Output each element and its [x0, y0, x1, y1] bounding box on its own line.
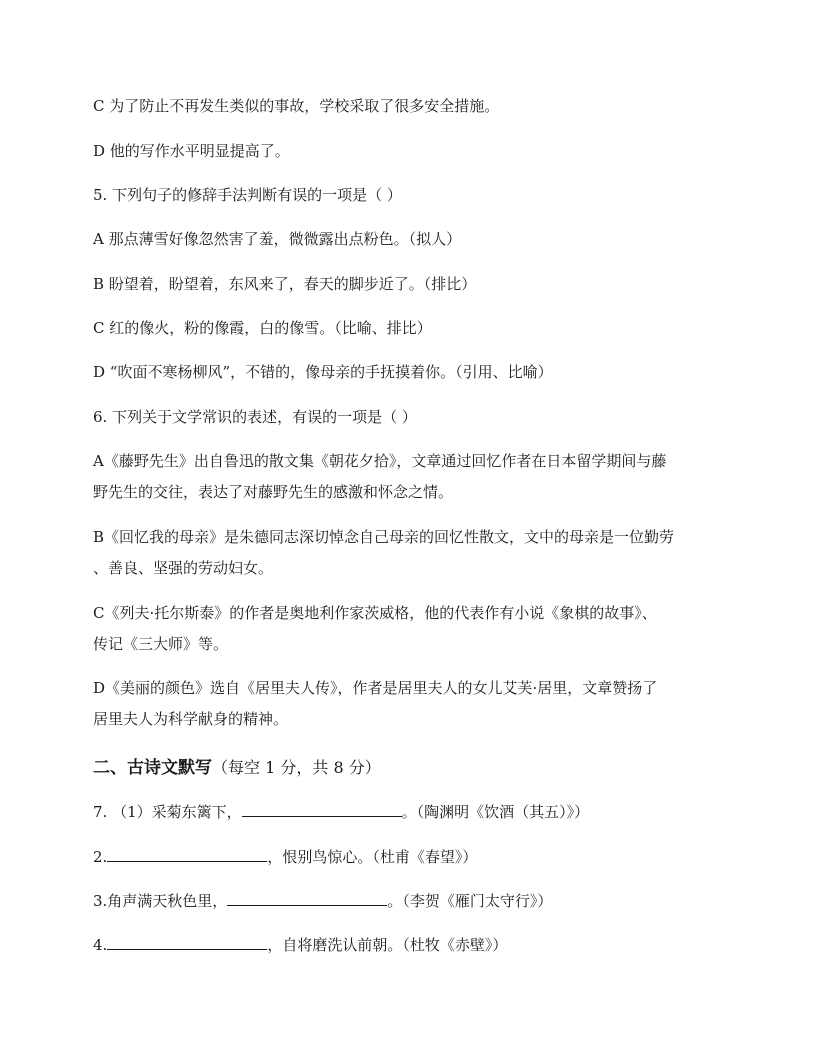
- q6-option-a-line1: A《藤野先生》出自鲁迅的散文集《朝花夕拾》，文章通过回忆作者在日本留学期间与藤: [93, 452, 667, 470]
- section-2-score-note: （每空 1 分，共 8 分）: [212, 758, 381, 777]
- q7-item-1-suffix: 。（陶渊明《饮酒（其五）》）: [401, 803, 590, 821]
- q4-option-d: D 他的写作水平明显提高了。: [93, 142, 290, 160]
- q6-option-d-line2: 居里夫人为科学献身的精神。: [93, 710, 289, 728]
- q6-option-a-line2: 野先生的交往，表达了对藤野先生的感激和怀念之情。: [93, 483, 454, 501]
- q5-stem: 5. 下列句子的修辞手法判断有误的一项是（ ）: [93, 186, 402, 204]
- q7-item-4: [93, 935, 507, 955]
- section-2-heading: [93, 753, 381, 778]
- q6-option-b-line2: 、善良、坚强的劳动妇女。: [93, 559, 274, 577]
- q7-item-2-blank[interactable]: [107, 847, 267, 862]
- q7-item-1-prefix: 7. （1）采菊东篱下，: [93, 803, 242, 821]
- q6-stem: 6. 下列关于文学常识的表述，有误的一项是（ ）: [93, 408, 417, 426]
- q7-item-3: [93, 891, 552, 911]
- q6-option-d-line1: D《美丽的颜色》选自《居里夫人传》，作者是居里夫人的女儿艾芙·居里，文章赞扬了: [93, 679, 658, 697]
- q7-item-3-prefix: 3.角声满天秋色里，: [93, 892, 228, 910]
- q5-option-c: C 红的像火，粉的像霞，白的像雪。（比喻、排比）: [93, 319, 432, 337]
- q4-option-c: C 为了防止不再发生类似的事故，学校采取了很多安全措施。: [93, 97, 500, 115]
- q7-item-3-blank[interactable]: [227, 891, 387, 906]
- q7-item-3-suffix: 。（李贺《雁门太守行》）: [387, 892, 553, 910]
- q7-item-2-prefix: 2.: [93, 848, 108, 866]
- q6-option-c-line2: 传记《三大师》等。: [93, 635, 229, 653]
- q7-item-4-suffix: ，自将磨洗认前朝。（杜牧《赤壁》）: [267, 936, 508, 954]
- q7-item-2: [93, 847, 477, 867]
- q6-option-b-line1: B《回忆我的母亲》是朱德同志深切悼念自己母亲的回忆性散文，文中的母亲是一位勤劳: [93, 528, 675, 546]
- section-2-title: 二、古诗文默写: [93, 758, 212, 778]
- q7-item-2-suffix: ，恨别鸟惊心。（杜甫《春望》）: [267, 848, 478, 866]
- q7-item-4-prefix: 4.: [93, 936, 108, 954]
- q5-option-b: B 盼望着，盼望着，东风来了，春天的脚步近了。（排比）: [93, 275, 477, 293]
- q5-option-a: A 那点薄雪好像忽然害了羞，微微露出点粉色。（拟人）: [93, 230, 462, 248]
- q7-item-4-blank[interactable]: [107, 935, 267, 950]
- q7-item-1-blank[interactable]: [242, 802, 402, 817]
- q6-option-c-line1: C《列夫·托尔斯泰》的作者是奥地利作家茨威格，他的代表作有小说《象棋的故事》、: [93, 604, 657, 622]
- q5-option-d: D “吹面不寒杨柳风”，不错的，像母亲的手抚摸着你。（引用、比喻）: [93, 363, 553, 381]
- q7-item-1: [93, 802, 589, 822]
